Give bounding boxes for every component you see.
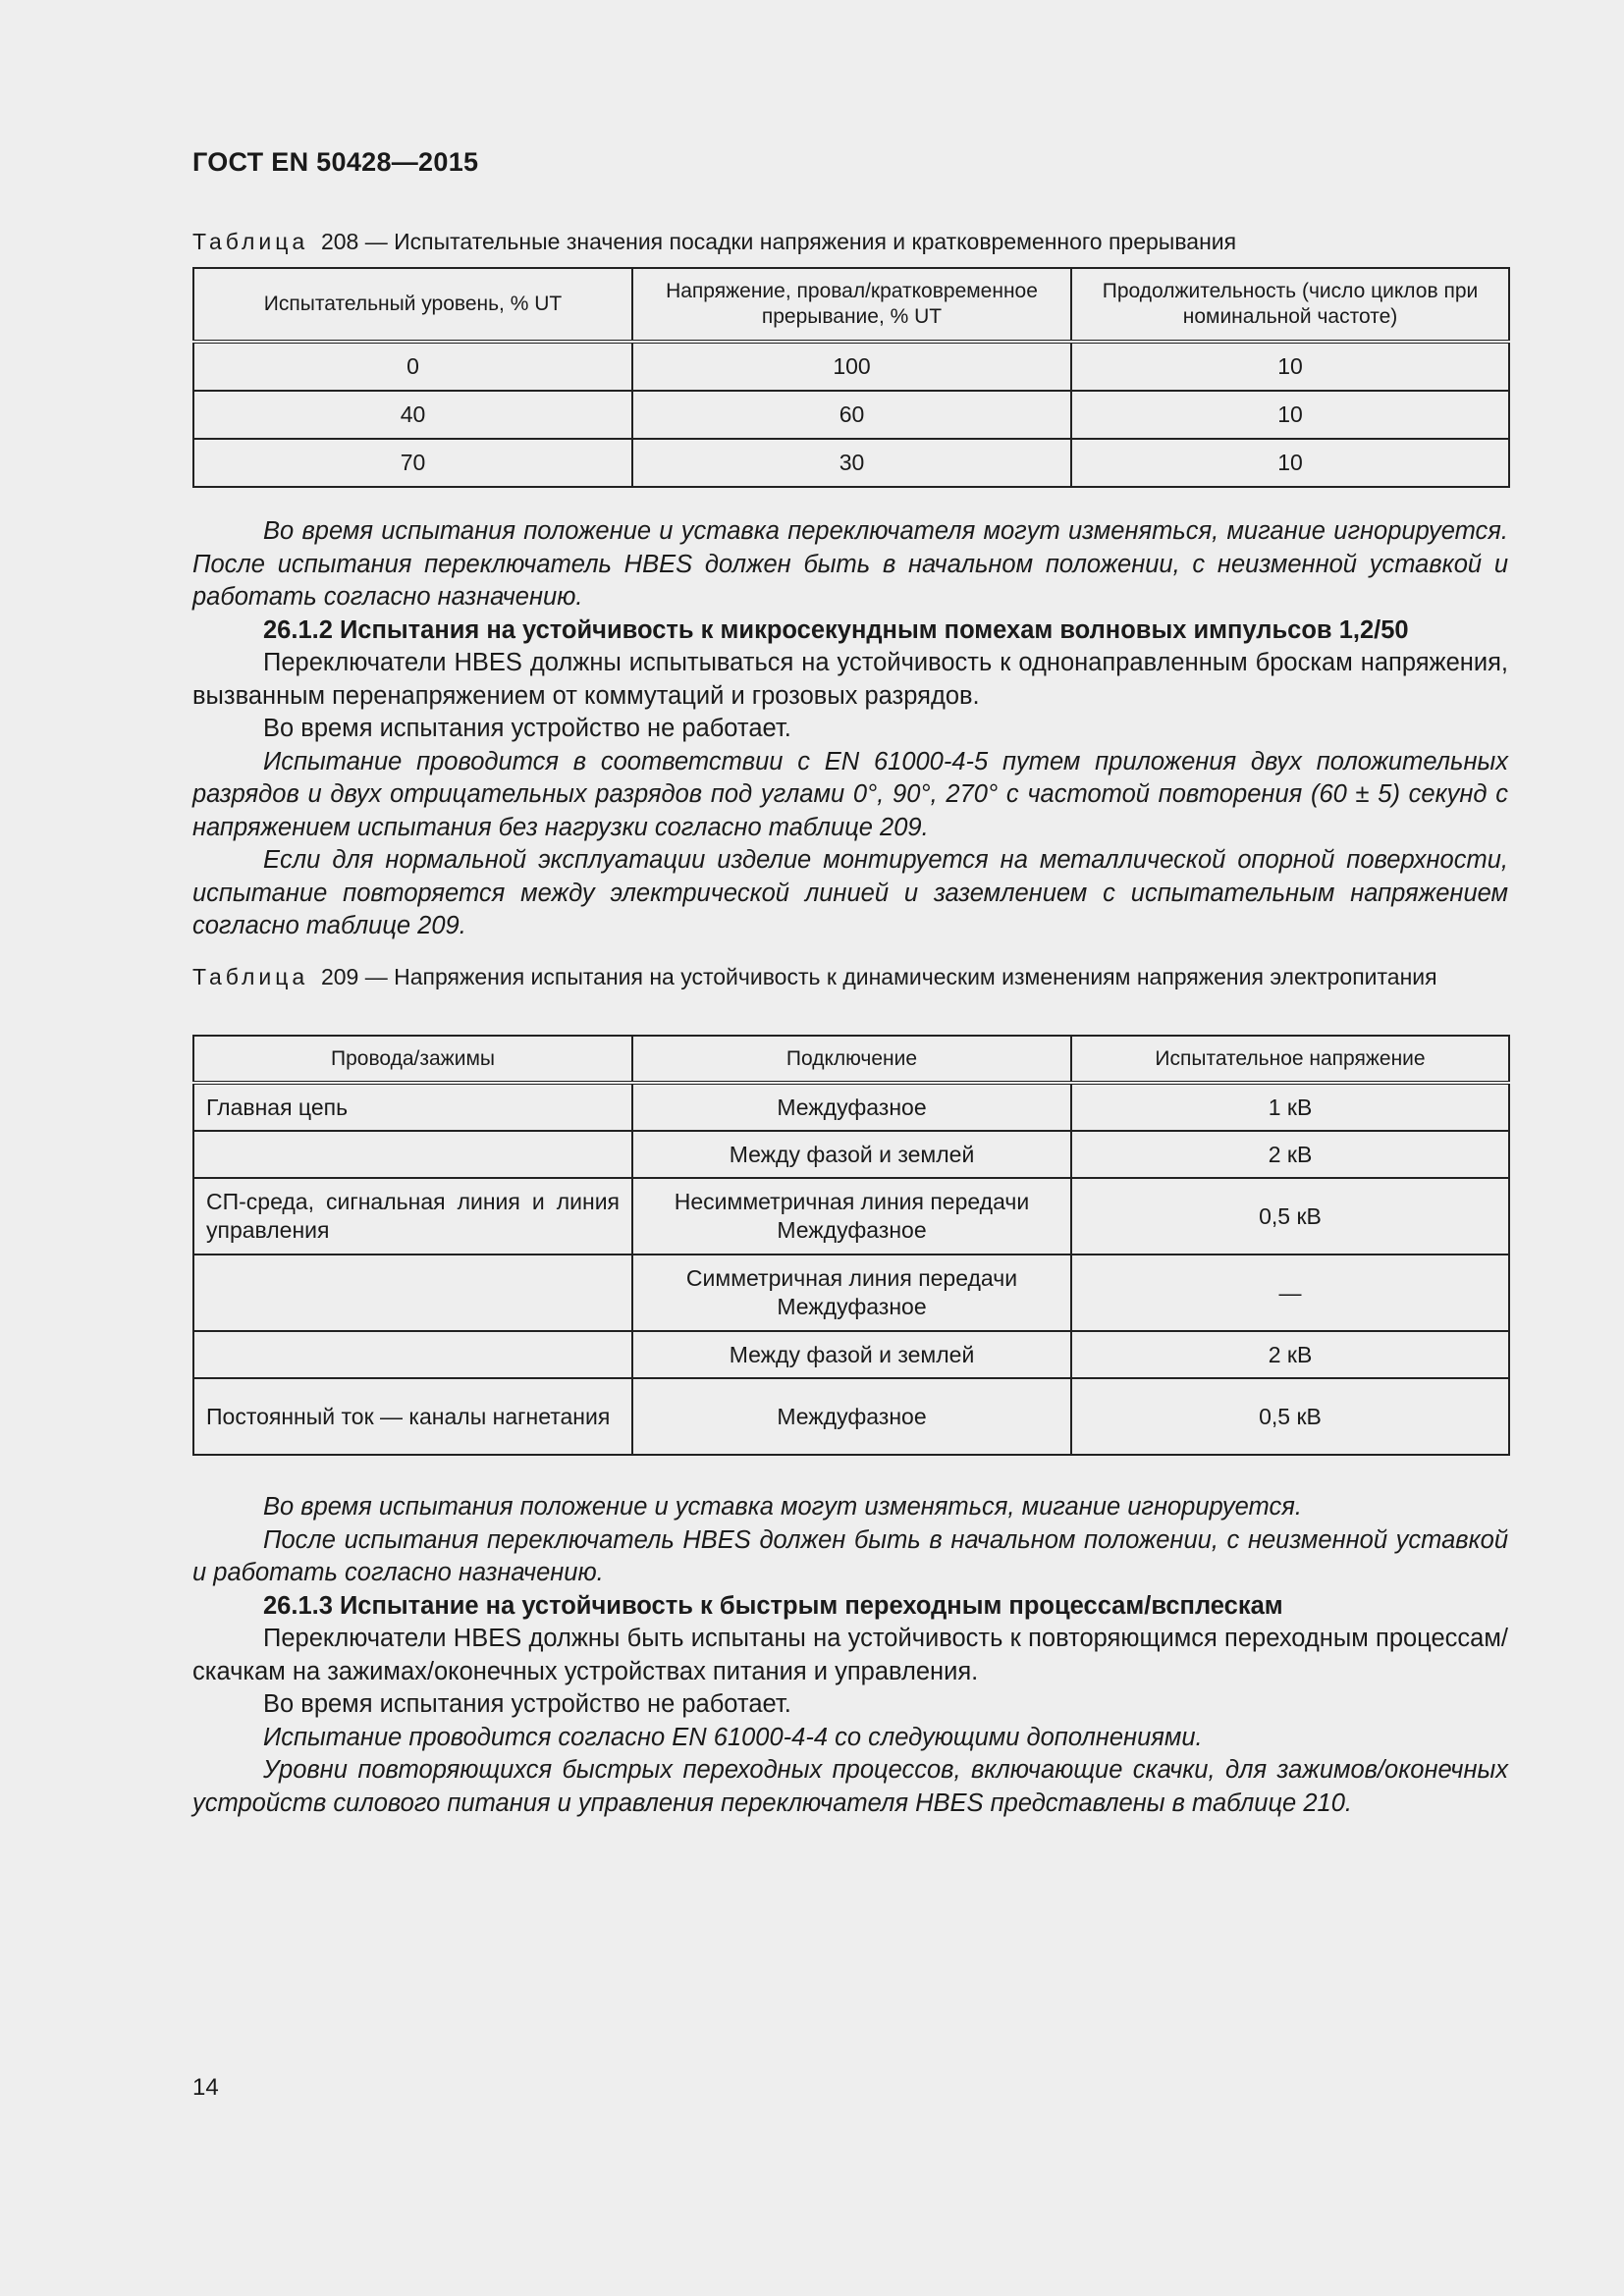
table-row (193, 1331, 1509, 1378)
paragraph: Переключатели HBES должны быть испытаны на устойчивость к повторяющимся переходным процессам/скачкам на зажимах/оконечных устройствах питания и управления. (192, 1625, 1508, 1685)
table-header-cell: Подключение (632, 1036, 1071, 1083)
table-row (193, 1131, 1509, 1178)
page-number: 14 (192, 2074, 219, 2101)
table-cell (193, 1255, 632, 1331)
table-header-row (193, 268, 1509, 342)
section-text-2 (192, 1491, 1508, 1820)
table-label: Таблица (192, 229, 309, 254)
table-row (193, 439, 1509, 487)
table-208-caption (192, 227, 1508, 256)
table-cell: 0,5 кВ (1071, 1378, 1509, 1455)
paragraph: После испытания переключатель HBES должен быть в начальном положении, с неизменной уставкой и работать согласно назначению. (192, 1525, 1508, 1586)
table-209 (192, 1035, 1510, 1456)
table-cell: 1 кВ (1071, 1083, 1509, 1131)
table-208 (192, 267, 1510, 488)
table-cell: Между фазой и землей (632, 1131, 1071, 1178)
table-header-cell: Напряжение, провал/кратковременное прерывание, % UT (632, 268, 1071, 342)
table-209-caption (192, 962, 1508, 991)
table-cell: 2 кВ (1071, 1131, 1509, 1178)
table-header-cell: Испытательный уровень, % UT (193, 268, 632, 342)
paragraph: Испытание проводится в соответствии с EN 61000-4-5 путем приложения двух положительных разрядов и двух отрицательных разрядов под углами 0°, 90°, 270° с частотой повторения (60 ± 5) секунд с напряжением испытания без нагрузки согласно таблице 209. (192, 747, 1508, 841)
table-header-row (193, 1036, 1509, 1083)
table-cell: Между фазой и землей (632, 1331, 1071, 1378)
table-cell: 10 (1071, 342, 1509, 391)
table-row (193, 391, 1509, 439)
table-cell: 100 (632, 342, 1071, 391)
table-row (193, 1083, 1509, 1131)
table-cell: Междуфазное (632, 1083, 1071, 1131)
paragraph: Во время испытания положение и уставка могут изменяться, мигание игнорируется. (263, 1493, 1302, 1521)
paragraph: Во время испытания положение и уставка переключателя могут изменяться, мигание игнорируется. После испытания переключатель HBES должен быть в начальном положении, с неизменной уставкой и работать согласно назначению. (192, 517, 1508, 611)
section-heading-26-1-2: 26.1.2 Испытания на устойчивость к микросекундным помехам волновых импульсов 1,2/50 (263, 615, 1409, 644)
section-text-1 (192, 515, 1508, 943)
table-cell: СП-среда, сигнальная линия и линия управления (193, 1178, 632, 1255)
document-header: ГОСТ EN 50428—2015 (192, 147, 479, 177)
paragraph: Если для нормальной эксплуатации изделие монтируется на металлической опорной поверхности, испытание повторяется между электрической линией и заземлением с испытательным напряжением согласно таблице 209. (192, 846, 1508, 939)
table-cell: 40 (193, 391, 632, 439)
table-cell: 0 (193, 342, 632, 391)
table-cell (193, 1331, 632, 1378)
table-cell: 10 (1071, 439, 1509, 487)
table-cell: Междуфазное (632, 1378, 1071, 1455)
table-cell: 2 кВ (1071, 1331, 1509, 1378)
paragraph: Испытание проводится согласно EN 61000-4-4 со следующими дополнениями. (263, 1723, 1203, 1751)
paragraph: Уровни повторяющихся быстрых переходных процессов, включающие скачки, для зажимов/оконечных устройств силового питания и управления переключателя HBES представлены в таблице 210. (192, 1756, 1508, 1817)
paragraph: Во время испытания устройство не работает. (263, 715, 791, 742)
table-row (193, 1378, 1509, 1455)
table-cell: Главная цепь (193, 1083, 632, 1131)
table-header-cell: Испытательное напряжение (1071, 1036, 1509, 1083)
table-cell: 0,5 кВ (1071, 1178, 1509, 1255)
table-cell: 70 (193, 439, 632, 487)
table-cell: 10 (1071, 391, 1509, 439)
table-header-cell: Провода/зажимы (193, 1036, 632, 1083)
table-header-cell: Продолжительность (число циклов при номинальной частоте) (1071, 268, 1509, 342)
table-cell (193, 1131, 632, 1178)
table-row (193, 342, 1509, 391)
table-cell: 30 (632, 439, 1071, 487)
table-caption-text: 208 — Испытательные значения посадки напряжения и кратковременного прерывания (320, 229, 1237, 254)
paragraph: Переключатели HBES должны испытываться на устойчивость к однонаправленным броскам напряжения, вызванным перенапряжением от коммутаций и грозовых разрядов. (192, 649, 1508, 710)
table-cell: 60 (632, 391, 1071, 439)
table-row (193, 1178, 1509, 1255)
table-row (193, 1255, 1509, 1331)
table-cell: Несимметричная линия передачи Междуфазное (632, 1178, 1071, 1255)
table-cell: — (1071, 1255, 1509, 1331)
table-cell: Постоянный ток — каналы нагнетания (193, 1378, 632, 1455)
table-cell: Симметричная линия передачи Междуфазное (632, 1255, 1071, 1331)
paragraph: Во время испытания устройство не работает. (263, 1690, 791, 1718)
table-caption-text: 209 — Напряжения испытания на устойчивость к динамическим изменениям напряжения электропитания (320, 964, 1437, 989)
table-label: Таблица (192, 964, 309, 989)
section-heading-26-1-3: 26.1.3 Испытание на устойчивость к быстрым переходным процессам/всплескам (263, 1591, 1283, 1620)
